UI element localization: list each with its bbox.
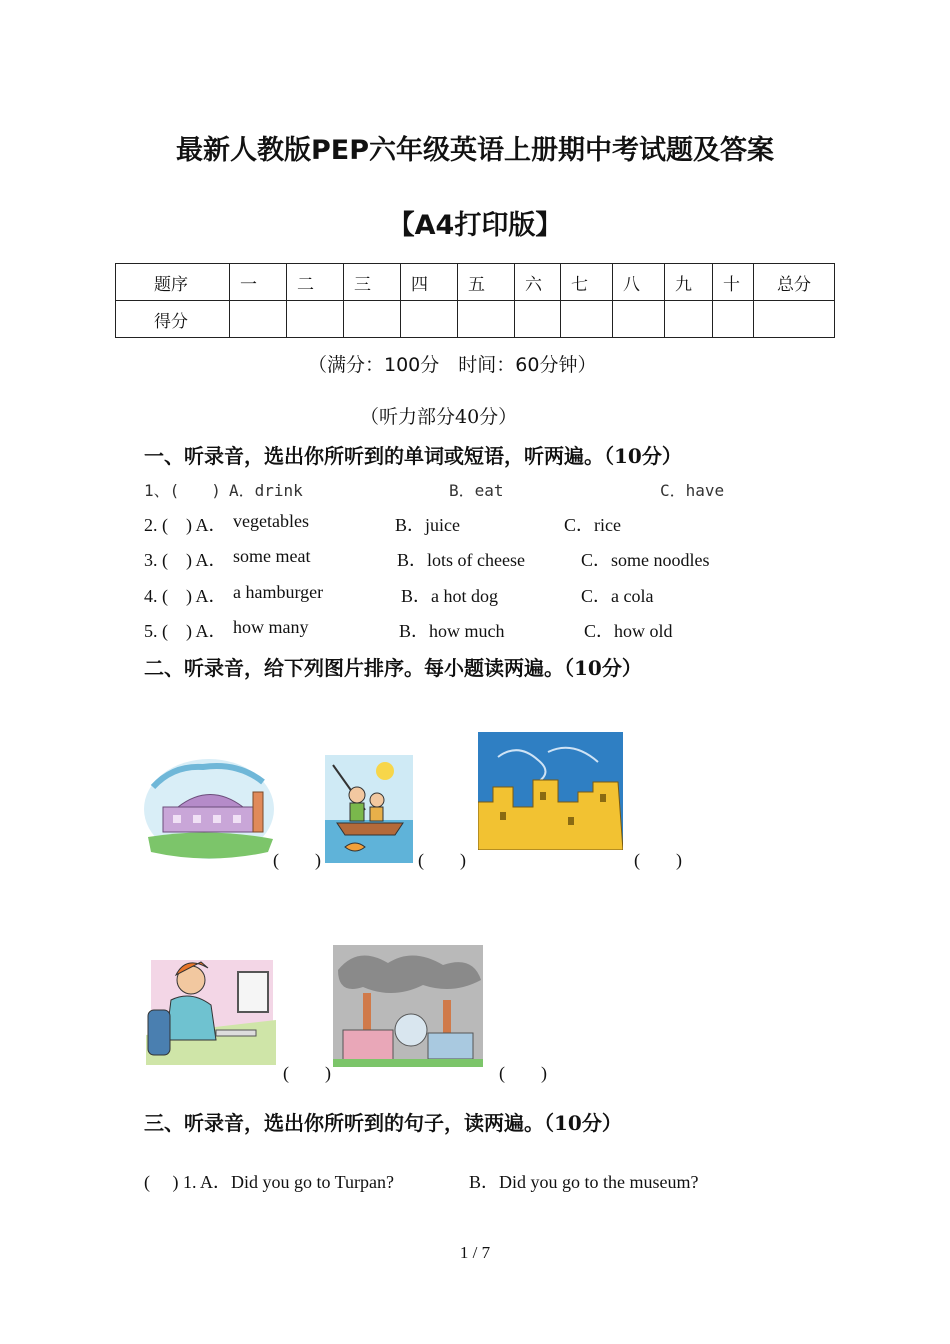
section-3-title: 三、听录音，选出你所听到的句子，读两遍。（10分） [144, 1111, 622, 1135]
listening-section-label: （听力部分40分） [360, 406, 518, 428]
section-2-title: 二、听录音，给下列图片排序。每小题读两遍。（10分） [144, 656, 642, 680]
q5-option-b[interactable]: B．how much [399, 621, 505, 641]
score-header-cell: 三 [344, 264, 401, 301]
museum-picture [143, 757, 276, 867]
q4-option-b[interactable]: B．a hot dog [401, 586, 498, 606]
q4-option-a[interactable]: a hamburger [233, 582, 324, 602]
score-row-label: 得分 [116, 301, 230, 338]
score-header-cell: 七 [561, 264, 613, 301]
page-number: 1 / 7 [459, 1243, 491, 1262]
q2-option-a[interactable]: vegetables [233, 511, 309, 531]
q3-number: 3. ( ) A． [144, 550, 227, 570]
q3-option-b[interactable]: B．lots of cheese [397, 550, 525, 570]
score-header-cell: 八 [613, 264, 665, 301]
page-title: 最新人教版PEP六年级英语上册期中考试题及答案 [175, 135, 775, 166]
score-header-cell: 六 [515, 264, 561, 301]
score-table [115, 263, 835, 338]
score-header-cell: 十 [713, 264, 754, 301]
q3-option-c[interactable]: C．some noodles [581, 550, 710, 570]
answer-blank-2[interactable]: ( ) [418, 850, 466, 870]
score-cell[interactable] [665, 301, 713, 338]
score-header-cell: 四 [401, 264, 458, 301]
q1-option-c[interactable]: C．have [660, 481, 725, 500]
answer-blank-3[interactable]: ( ) [634, 850, 682, 870]
fishing-picture [325, 755, 413, 863]
score-cell[interactable] [754, 301, 835, 338]
score-header-cell: 一 [230, 264, 287, 301]
s3-q1-option-b[interactable]: B．Did you go to the museum? [469, 1172, 699, 1192]
computer-girl-picture [146, 950, 276, 1065]
score-table-header-row [116, 264, 835, 301]
score-header-cell: 二 [287, 264, 344, 301]
q4-number: 4. ( ) A． [144, 586, 227, 606]
q5-number: 5. ( ) A． [144, 621, 227, 641]
q1-option-a[interactable]: A．drink [229, 481, 303, 500]
page-subtitle: 【A4打印版】 [387, 210, 563, 241]
score-cell[interactable] [287, 301, 344, 338]
score-header-cell: 九 [665, 264, 713, 301]
q2-number: 2. ( ) A． [144, 515, 227, 535]
score-cell[interactable] [458, 301, 515, 338]
score-cell[interactable] [401, 301, 458, 338]
q2-option-b[interactable]: B．juice [395, 515, 460, 535]
score-header-cell: 总分 [754, 264, 835, 301]
score-time-info: （满分：100分 时间：60分钟） [308, 354, 597, 376]
q2-option-c[interactable]: C．rice [564, 515, 621, 535]
s3-q1-option-a[interactable]: ( ) 1. A．Did you go to Turpan? [144, 1172, 395, 1192]
answer-blank-1[interactable]: ( ) [273, 850, 321, 870]
q5-option-a[interactable]: how many [233, 617, 309, 637]
score-cell[interactable] [613, 301, 665, 338]
score-header-cell: 题序 [116, 264, 230, 301]
q5-option-c[interactable]: C．how old [584, 621, 673, 641]
polluted-factory-picture [333, 945, 483, 1067]
score-cell[interactable] [230, 301, 287, 338]
q1-option-b[interactable]: B．eat [449, 481, 504, 500]
score-cell[interactable] [344, 301, 401, 338]
score-cell[interactable] [515, 301, 561, 338]
score-cell[interactable] [713, 301, 754, 338]
section-1-title: 一、听录音，选出你所听到的单词或短语，听两遍。（10分） [144, 444, 682, 468]
answer-blank-4[interactable]: ( ) [283, 1063, 331, 1083]
windy-city-picture [478, 732, 623, 850]
answer-blank-5[interactable]: ( ) [499, 1063, 547, 1083]
score-table-score-row [116, 301, 835, 338]
score-cell[interactable] [561, 301, 613, 338]
q3-option-a[interactable]: some meat [233, 546, 311, 566]
q4-option-c[interactable]: C．a cola [581, 586, 654, 606]
q1-number: 1、( ) [144, 481, 221, 500]
score-header-cell: 五 [458, 264, 515, 301]
